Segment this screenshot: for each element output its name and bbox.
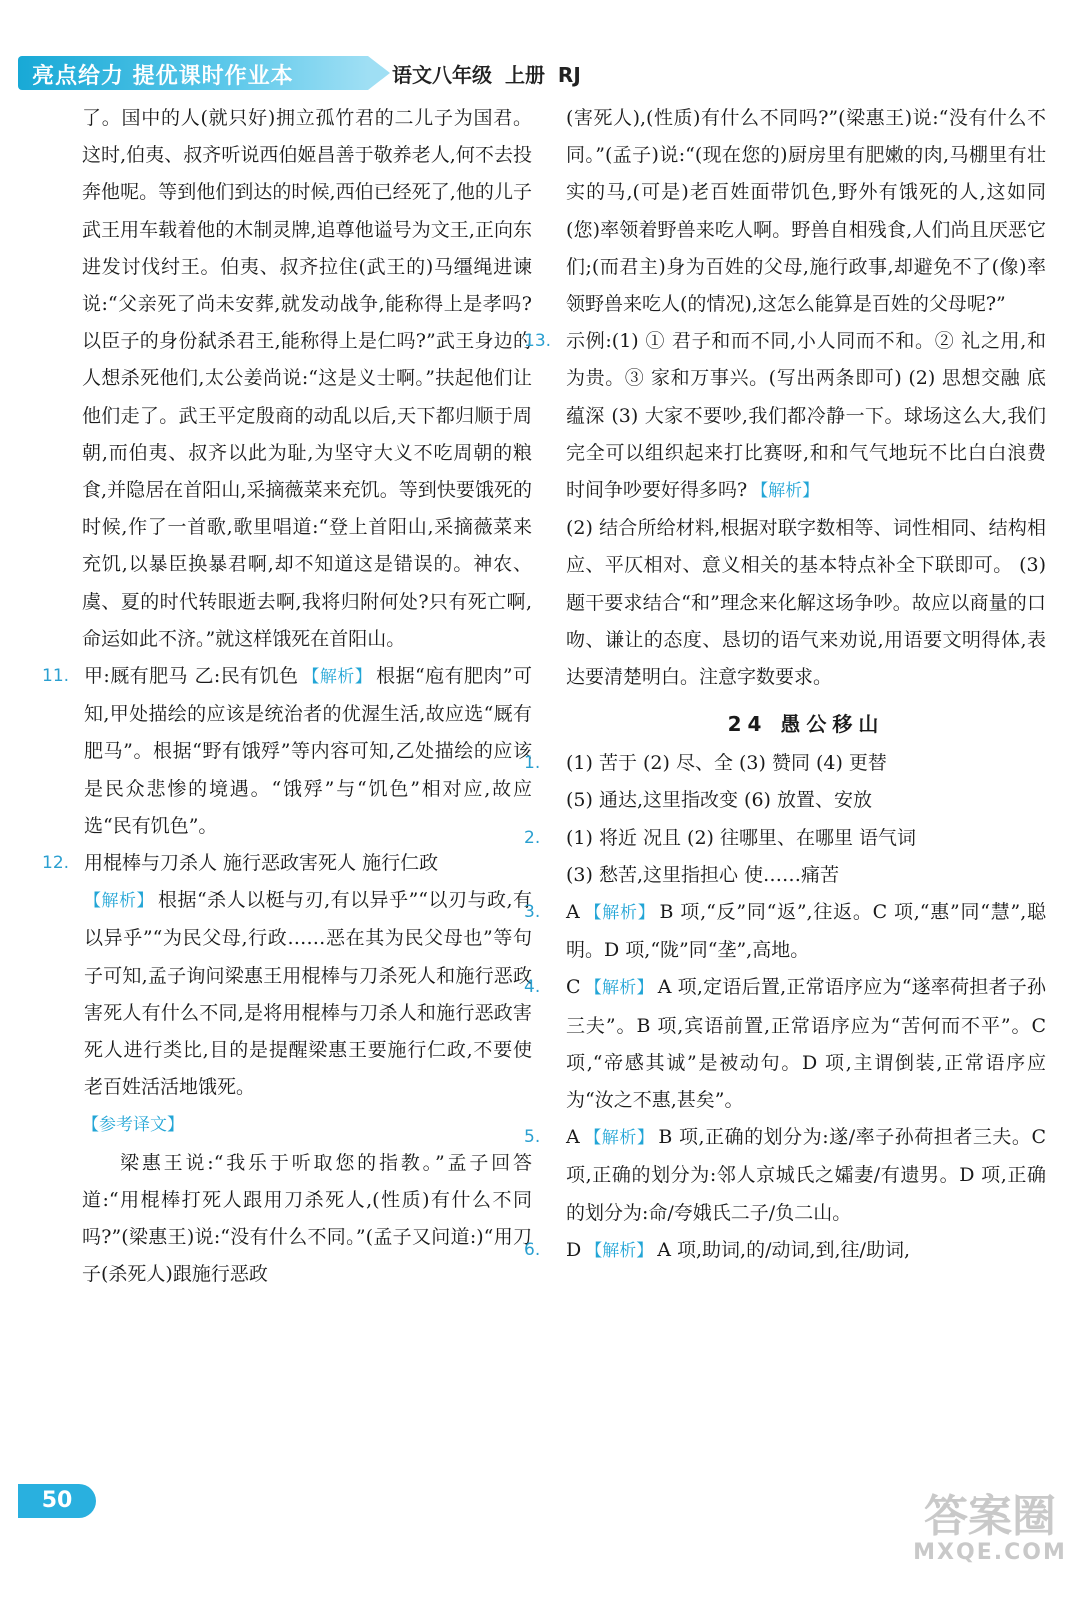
answer-text: A [566,1126,580,1149]
analysis-tag: 【解析】 [302,667,373,688]
question-number: 13. [524,331,552,352]
reference-translation-tag: 【参考译文】 [82,1115,184,1136]
right-column [524,100,1046,1270]
answer-line: (3) 愁苦,这里指担心 使……痛苦 [566,863,840,886]
watermark-text: 答案圈 [924,1491,1056,1542]
analysis-text: B 项,正确的划分为:遂/率子孙荷担者三夫。C 项,正确的划分为:邻人京城氏之孀妻/有遗男。D 项,正确的划分为:命/夸娥氏二子/负二山。 [566,1126,1046,1224]
answer-line: (5) 通达,这里指改变 (6) 放置、安放 [566,789,872,812]
answer-text: C [566,976,581,999]
answer-s6 [524,1232,1046,1270]
series-brand: 亮点给力 提优课时作业本 [32,64,294,89]
answer-line: (1) 将近 况且 (2) 往哪里、在哪里 语气词 [566,826,917,849]
left-column [42,100,532,1294]
answer-s2 [524,820,1046,894]
answer-s1 [524,745,1046,819]
question-number: 1. [524,753,541,774]
translation-continued: 了。国中的人(就只好)拥立孤竹君的二儿子为国君。这时,伯夷、叔齐听说西伯姬昌善于敬养老人,何不去投奔他呢。等到他们到达的时候,西伯已经死了,他的儿子武王用车载着他的木制灵牌,追尊他谥号为文王,正向东进发讨伐纣王。伯夷、叔齐拉住(武王的)马缰绳进谏说:“父亲死了尚未安葬,就发动战争,能称得上是孝吗?以臣子的身份弑杀君王,能称得上是仁吗?”武王身边的人想杀死他们,太公姜尚说:“这是义士啊。”扶起他们让他们走了。武王平定殷商的动乱以后,天下都归顺于周朝,而伯夷、叔齐以此为耻,为坚守大义不吃周朝的粮食,并隐居在首阳山,采摘薇菜来充饥。等到快要饿死的时候,作了一首歌,歌里唱道:“登上首阳山,采摘薇菜来充饥,以暴臣换暴君啊,却不知道这是错误的。神农、虞、夏的时代转眼逝去啊,我将归附何处?只有死亡啊,命运如此不济。”就这样饿死在首阳山。 [82,107,532,650]
analysis-text: A 项,定语后置,正常语序应为“遂率荷担者子孙三夫”。B 项,宾语前置,正常语序应为“苦何而不平”。C 项,“帝感其诚”是被动句。D 项,主谓倒装,正常语序应为“汝之不惠,甚矣”。 [566,976,1046,1112]
answer-s4 [524,969,1046,1119]
analysis-text: B 项,“反”同“返”,往返。C 项,“惠”同“慧”,聪明。D 项,“陇”同“垄”,高地。 [566,901,1046,962]
analysis-tag: 【解析】 [751,481,820,502]
answer-text: 示例:(1) ① 君子和而不同,小人同而不和。② 礼之用,和为贵。③ 家和万事兴。(写出两条即可) (2) 思想交融 底蕴深 (3) 大家不要吵,我们都冷静一下。球场这么大,我们完全可以组织起来打比赛呀,和和气气地玩不比白白浪费时间争吵要好得多吗? [566,330,1046,502]
answer-13 [524,323,1046,696]
question-number: 2. [524,827,541,848]
analysis-text: (2) 结合所给材料,根据对联字数相等、词性相同、结构相应、平仄相对、意义相关的基本特点补全下联即可。 (3) 题干要求结合“和”理念来化解这场争吵。故应以商量的口吻、谦让的态度、恳切的语气来劝说,用语要文明得体,表达要清楚明白。注意字数要求。 [566,517,1046,689]
section-title: 24 愚公移山 [727,712,885,737]
analysis-text: 根据“庖有肥肉”可知,甲处描绘的应该是统治者的优渥生活,故应选“厩有肥马”。根据“野有饿殍”等内容可知,乙处描绘的应该是民众悲惨的境遇。“饿殍”与“饥色”相对应,故应选“民有饥色”。 [84,665,532,837]
question-number: 11. [42,666,70,687]
answer-12 [42,845,532,1106]
reference-translation: 梁惠王说:“我乐于听取您的指教。”孟子回答道:“用棍棒打死人跟用刀杀死人,(性质)有什么不同吗?”(梁惠王)说:“没有什么不同。”(孟子又问道:)“用刀子(杀死人)跟施行恶政 [82,1151,532,1286]
analysis-tag: 【解析】 [583,1128,655,1149]
watermark-url: MXQE.COM [913,1540,1067,1565]
answer-text: D [566,1238,582,1261]
answer-text: 甲:厩有肥马 乙:民有饥色 [84,665,299,688]
analysis-tag: 【解析】 [585,1240,654,1261]
analysis-text: 根据“杀人以梃与刃,有以异乎”“以刃与政,有以异乎”“为民父母,行政……恶在其为民父母也”等句子可知,孟子询问梁惠王用棍棒与刀杀死人和施行恶政害死人有什么不同,是将用棍棒与刀杀人和施行恶政害死人进行类比,目的是提醒梁惠王要施行仁政,不要使老百姓活活地饿死。 [84,889,532,1099]
answer-line: (1) 苦于 (2) 尽、全 (3) 赞同 (4) 更替 [566,752,887,775]
answer-text: A [566,901,580,924]
analysis-text: A 项,助词,的/动词,到,往/助词, [657,1238,910,1261]
answer-text: 用棍棒与刀杀人 施行恶政害死人 施行仁政 [84,852,439,875]
answer-11 [42,658,532,845]
question-number: 3. [524,902,541,923]
analysis-tag: 【解析】 [584,978,654,999]
question-number: 12. [42,853,70,874]
answer-s3 [524,894,1046,969]
answer-s5 [524,1119,1046,1232]
watermark-logo [900,1480,1080,1590]
analysis-tag: 【解析】 [583,903,656,924]
page-number: 50 [18,1484,96,1518]
question-number: 6. [524,1239,541,1260]
analysis-tag: 【解析】 [84,891,154,912]
book-title: 语文八年级 上册 RJ [392,63,581,87]
question-number: 5. [524,1127,541,1148]
translation-continued-right: (害死人),(性质)有什么不同吗?”(梁惠王)说:“没有什么不同。”(孟子)说:“(现在您的)厨房里有肥嫩的肉,马棚里有壮实的马,(可是)老百姓面带饥色,野外有饿死的人,这如同(您)率领着野兽来吃人啊。野兽自相残食,人们尚且厌恶它们;(而君主)身为百姓的父母,施行政事,却避免不了(像)率领野兽来吃人(的情况),这怎么能算是百姓的父母呢?” [566,107,1046,316]
question-number: 4. [524,977,541,998]
